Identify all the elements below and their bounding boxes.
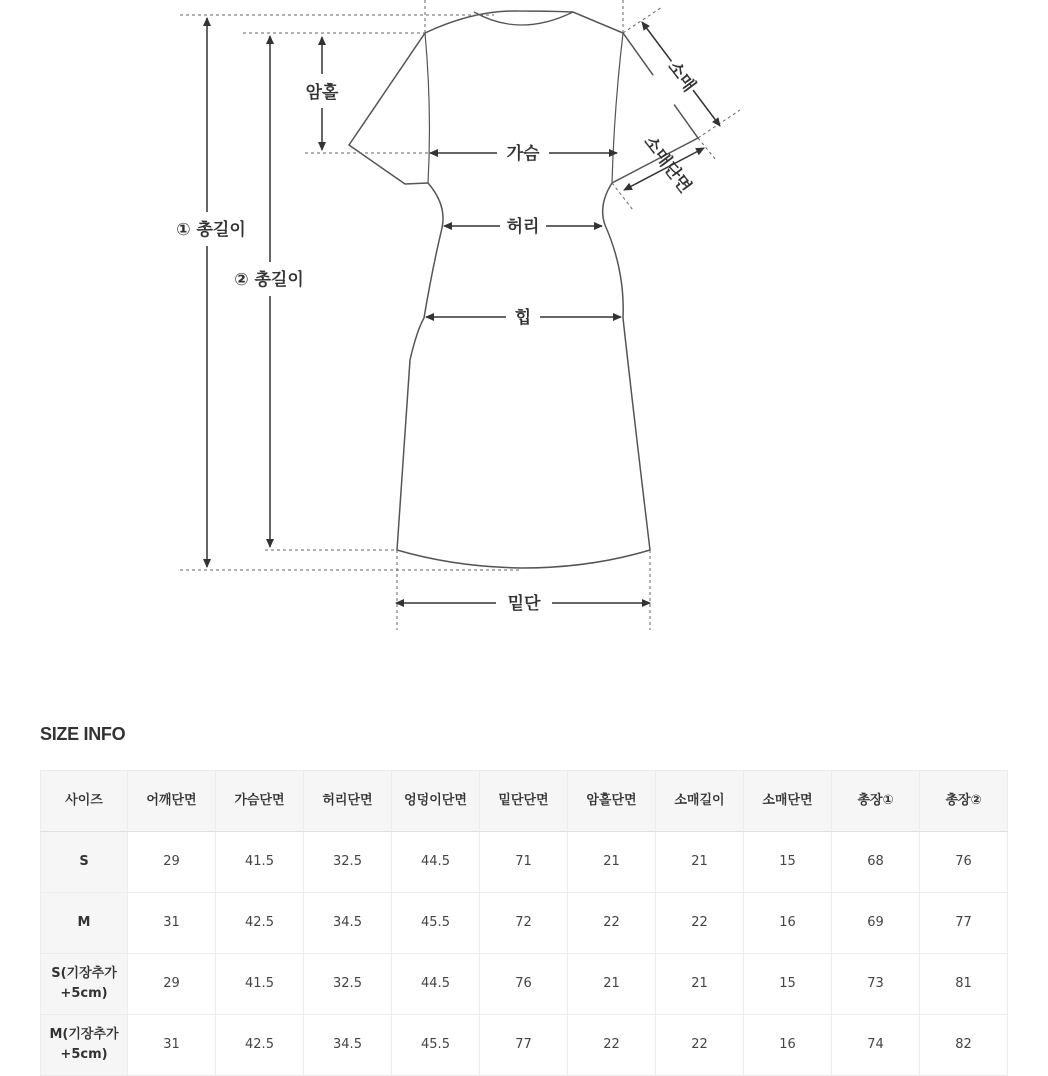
column-header: 가슴단면 — [216, 770, 304, 832]
column-header: 엉덩이단면 — [392, 770, 480, 832]
table-cell: 29 — [128, 954, 216, 1015]
column-header: 암홀단면 — [568, 770, 656, 832]
table-cell: 76 — [920, 832, 1008, 893]
table-cell: 81 — [920, 954, 1008, 1015]
table-cell: 22 — [656, 1015, 744, 1076]
table-cell: 44.5 — [392, 954, 480, 1015]
size-cell: M — [40, 893, 128, 954]
table-cell: 32.5 — [304, 954, 392, 1015]
table-cell: 82 — [920, 1015, 1008, 1076]
sleeve-label: 소매 — [663, 57, 700, 96]
table-cell: 32.5 — [304, 832, 392, 893]
column-header: 총장① — [832, 770, 920, 832]
size-cell: S(기장추가+5cm) — [40, 954, 128, 1015]
table-cell: 73 — [832, 954, 920, 1015]
table-cell: 31 — [128, 1015, 216, 1076]
sleeve-opening-label: 소매단면 — [639, 132, 695, 197]
table-cell: 76 — [480, 954, 568, 1015]
table-cell: 15 — [744, 832, 832, 893]
dress-outline — [349, 11, 698, 568]
table-cell: 29 — [128, 832, 216, 893]
column-header: 총장② — [920, 770, 1008, 832]
table-cell: 41.5 — [216, 954, 304, 1015]
table-header-row — [40, 770, 1008, 832]
neckline — [474, 12, 573, 25]
total-length-1-label: ① 총길이 — [176, 220, 246, 240]
column-header: 어깨단면 — [128, 770, 216, 832]
table-cell: 21 — [568, 954, 656, 1015]
right-armhole-seam — [612, 33, 623, 183]
table-row — [40, 832, 1008, 893]
table-cell: 15 — [744, 954, 832, 1015]
table-cell: 77 — [480, 1015, 568, 1076]
column-header: 밑단단면 — [480, 770, 568, 832]
column-header: 허리단면 — [304, 770, 392, 832]
table-cell: 21 — [568, 832, 656, 893]
size-cell: S — [40, 832, 128, 893]
table-cell: 34.5 — [304, 893, 392, 954]
table-cell: 42.5 — [216, 893, 304, 954]
size-table — [40, 770, 1008, 1076]
guide-lines — [180, 0, 740, 630]
size-info-title: SIZE INFO — [40, 724, 126, 744]
hem-label: 밑단 — [507, 594, 541, 614]
table-cell: 22 — [568, 1015, 656, 1076]
column-header: 소매단면 — [744, 770, 832, 832]
waist-label: 허리 — [506, 217, 540, 237]
table-cell: 22 — [568, 893, 656, 954]
left-armhole-seam — [425, 33, 429, 183]
table-cell: 71 — [480, 832, 568, 893]
table-cell: 34.5 — [304, 1015, 392, 1076]
table-cell: 74 — [832, 1015, 920, 1076]
column-header: 사이즈 — [40, 770, 128, 832]
hip-label: 힙 — [514, 308, 532, 328]
table-cell: 44.5 — [392, 832, 480, 893]
table-row — [40, 954, 1008, 1015]
table-cell: 72 — [480, 893, 568, 954]
table-cell: 16 — [744, 893, 832, 954]
table-cell: 68 — [832, 832, 920, 893]
total-length-2-label: ② 총길이 — [234, 270, 304, 290]
table-cell: 41.5 — [216, 832, 304, 893]
armhole-label: 암홀 — [305, 83, 339, 103]
table-cell: 16 — [744, 1015, 832, 1076]
table-row — [40, 1015, 1008, 1076]
table-cell: 42.5 — [216, 1015, 304, 1076]
table-cell: 31 — [128, 893, 216, 954]
table-cell: 21 — [656, 954, 744, 1015]
table-cell: 45.5 — [392, 893, 480, 954]
column-header: 소매길이 — [656, 770, 744, 832]
table-row — [40, 893, 1008, 954]
size-cell: M(기장추가+5cm) — [40, 1015, 128, 1076]
table-cell: 21 — [656, 832, 744, 893]
table-cell: 77 — [920, 893, 1008, 954]
table-cell: 22 — [656, 893, 744, 954]
chest-label: 가슴 — [506, 144, 540, 164]
table-cell: 45.5 — [392, 1015, 480, 1076]
table-cell: 69 — [832, 893, 920, 954]
